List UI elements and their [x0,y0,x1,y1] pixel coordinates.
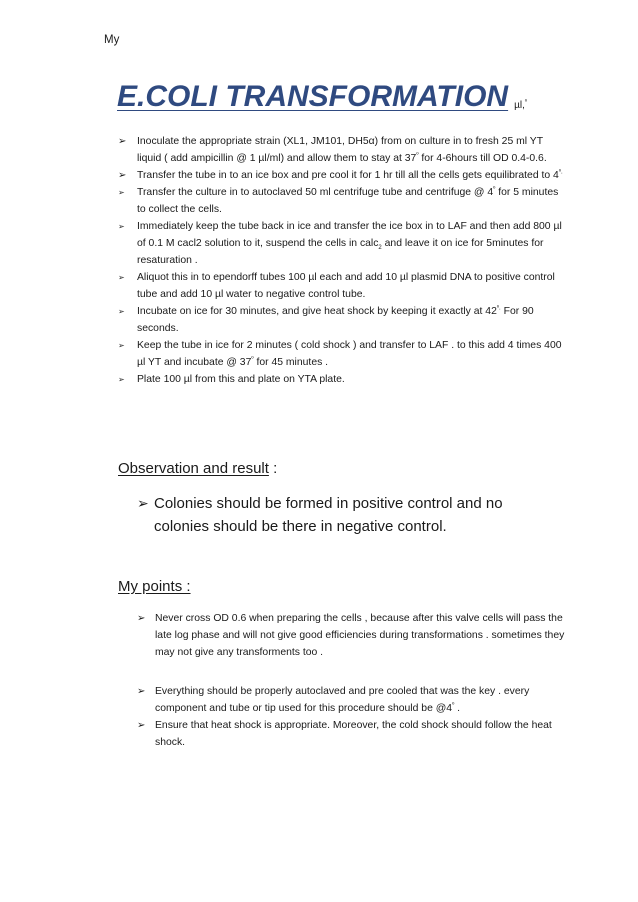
point-item [137,683,567,717]
point-item [137,610,567,661]
arrow-bullet-icon: ➢ [118,222,125,231]
document-title: E.COLI TRANSFORMATION [117,80,509,113]
degree-symbol: º [452,702,455,709]
procedure-step-text [137,136,547,164]
text-run: Immediately keep the tube back in ice and transfer the ice box in to LAF and then add 800 µl of 0.1 M cacl2 solution to it, suspend the cells in calc [137,221,562,249]
procedure-steps-list [118,133,563,388]
procedure-step [118,133,563,167]
text-run: Transfer the tube in to an ice box and pre cool it for 1 hr till all the cells gets equilibrated to 4 [137,170,559,181]
text-run: . [454,703,461,714]
procedure-step [118,184,563,218]
procedure-step-text [137,170,563,181]
text-run: and leave it on ice for 5minutes for resaturation . [137,238,544,266]
degree-symbol: º [493,186,496,193]
procedure-step-text [137,340,562,368]
points-list [137,610,567,751]
text-run: Inoculate the appropriate strain (XL1, JM101, DH5α) from on culture in to fresh 25 ml YT liquid ( add ampicillin @ 1 µl/ml) and allow them to stay at 37 [137,136,543,164]
arrow-bullet-icon: ➢ [118,273,125,282]
observation-heading [118,460,277,477]
arrow-bullet-icon: ➢ [137,720,146,731]
degree-symbol: º. [496,305,501,312]
degree-symbol: º [251,356,254,363]
procedure-step [118,337,563,371]
text-run: for 4-6hours till OD 0.4-0.6. [418,153,547,164]
text-run: for 45 minutes . [253,357,329,368]
text-run: Plate 100 µl from this and plate on YTA plate. [137,374,345,385]
procedure-step [118,269,563,303]
text-run: Keep the tube in ice for 2 minutes ( cold shock ) and transfer to LAF . to this add 4 times 400 µl YT and incubate @ 37 [137,340,562,368]
header-note: My [104,34,120,46]
arrow-bullet-icon: ➢ [118,170,127,181]
arrow-bullet-icon: ➢ [118,307,125,316]
arrow-bullet-icon: ➢ [118,341,125,350]
degree-symbol: º. [558,169,563,176]
point-item-text [155,720,552,748]
arrow-bullet-icon: ➢ [137,495,149,511]
points-heading-text: My points : [118,578,191,595]
text-run: Transfer the culture in to autoclaved 50 ml centrifuge tube and centrifuge @ 4 [137,187,494,198]
points-heading [118,578,191,595]
text-run: Never cross OD 0.6 when preparing the cells , because after this valve cells will pass the late log phase and will not give good efficiencies during transformations . sometimes they may not give any transforments too . [155,613,565,658]
observation-item-text: Colonies should be formed in positive control and no colonies should be there in negative control. [154,495,503,535]
observation-heading-colon: : [268,460,278,477]
observation-list [137,492,557,538]
arrow-bullet-icon: ➢ [118,136,127,147]
procedure-step-text [137,306,534,334]
arrow-bullet-icon: ➢ [137,686,146,697]
title-row [117,80,527,114]
arrow-bullet-icon: ➢ [118,188,125,197]
text-run: for 5 minutes to collect the cells. [137,187,559,215]
point-item-text [155,686,529,714]
point-item [137,717,567,751]
procedure-step-text [137,221,562,266]
text-run: For 90 seconds. [137,306,534,334]
procedure-step [118,303,563,337]
observation-item [137,492,557,538]
observation-heading-text: Observation and result [118,460,269,477]
degree-symbol: º [416,152,419,159]
title-suffix [514,100,527,111]
arrow-bullet-icon: ➢ [137,613,146,624]
procedure-step-text [137,272,555,300]
title-suffix-text: µl, [514,100,525,111]
procedure-step-text [137,187,558,215]
text-run: Ensure that heat shock is appropriate. Moreover, the cold shock should follow the heat shock. [155,720,552,748]
point-item-text [155,613,564,658]
text-run: Everything should be properly autoclaved and pre cooled that was the key . every component and tube or tip used for this procedure should be @4 [155,686,530,714]
title-suffix-degree: º [524,99,528,106]
text-run: Aliquot this in to ependorff tubes 100 µl each and add 10 µl plasmid DNA to positive control tube and add 10 µl water to negative control tube. [137,272,555,300]
procedure-step [118,167,563,184]
procedure-step [118,371,563,388]
procedure-step-text [137,374,345,385]
text-run: Incubate on ice for 30 minutes, and give heat shock by keeping it exactly at 42 [137,306,497,317]
arrow-bullet-icon: ➢ [118,375,125,384]
procedure-step [118,218,563,269]
subscript: 2 [378,245,382,252]
